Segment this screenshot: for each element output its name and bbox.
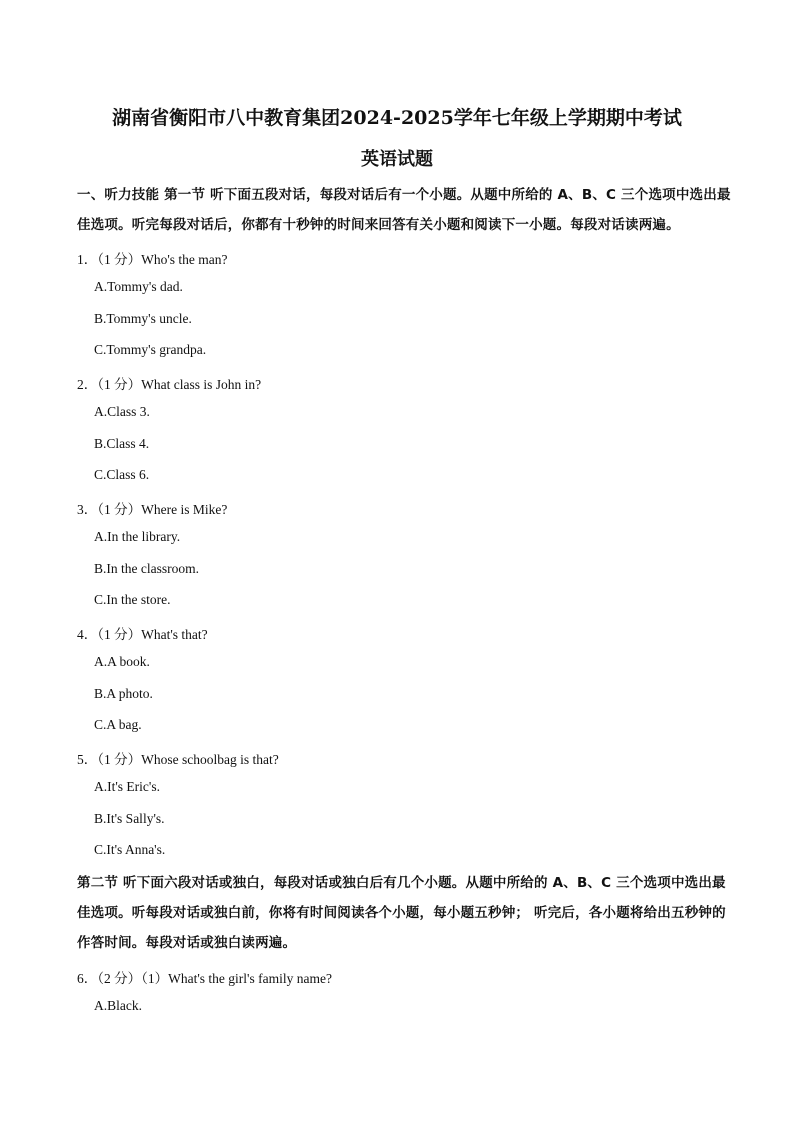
question-1-stem: 1．（1 分）Who's the man? xyxy=(77,252,228,267)
question-4-option-b: B.A photo. xyxy=(94,686,153,701)
question-4-stem: 4．（1 分）What's that? xyxy=(77,627,208,642)
question-3-option-a: A.In the library. xyxy=(94,529,181,544)
exam-title: 湖南省衡阳市八中教育集团2024-2025学年七年级上学期期中考试 xyxy=(112,107,682,129)
question-2-option-c: C.Class 6. xyxy=(94,467,150,482)
question-3-option-c: C.In the store. xyxy=(94,592,171,607)
question-6-option-a: A.Black. xyxy=(94,998,142,1013)
question-1-option-a: A.Tommy's dad. xyxy=(94,279,183,294)
question-1-option-b: B.Tommy's uncle. xyxy=(94,311,192,326)
section1-instructions: 一、听力技能 第一节 听下面五段对话，每段对话后有一个小题。从题中所给的 A、B、C 三个选项中选出最佳选项。听完每段对话后，你都有十秒钟的时间来回答有关小题和阅读下一小题。每段对话读两遍。 xyxy=(77,187,731,233)
question-5-stem: 5．（1 分）Whose schoolbag is that? xyxy=(77,752,279,767)
question-1-option-c: C.Tommy's grandpa. xyxy=(94,342,207,357)
section2-instructions: 第二节 听下面六段对话或独白，每段对话或独白后有几个小题。从题中所给的 A、B、C 三个选项中选出最佳选项。听每段对话或独白前，你将有时间阅读各个小题，每小题五秒钟； 听完后，各小题将给出五秒钟的作答时间。每段对话或独白读两遍。 xyxy=(77,875,726,951)
question-5-option-b: B.It's Sally's. xyxy=(94,811,165,826)
question-3-option-b: B.In the classroom. xyxy=(94,561,199,576)
question-3-stem: 3．（1 分）Where is Mike? xyxy=(77,502,228,517)
question-2-option-a: A.Class 3. xyxy=(94,404,150,419)
question-6-stem: 6．（2 分）（1）What's the girl's family name? xyxy=(77,971,332,986)
question-2-stem: 2．（1 分）What class is John in? xyxy=(77,377,262,392)
question-5-option-c: C.It's Anna's. xyxy=(94,842,166,857)
question-4-option-a: A.A book. xyxy=(94,654,150,669)
question-4-option-c: C.A bag. xyxy=(94,717,142,732)
question-2-option-b: B.Class 4. xyxy=(94,436,150,451)
question-5-option-a: A.It's Eric's. xyxy=(94,779,160,794)
exam-subtitle: 英语试题 xyxy=(361,149,433,170)
